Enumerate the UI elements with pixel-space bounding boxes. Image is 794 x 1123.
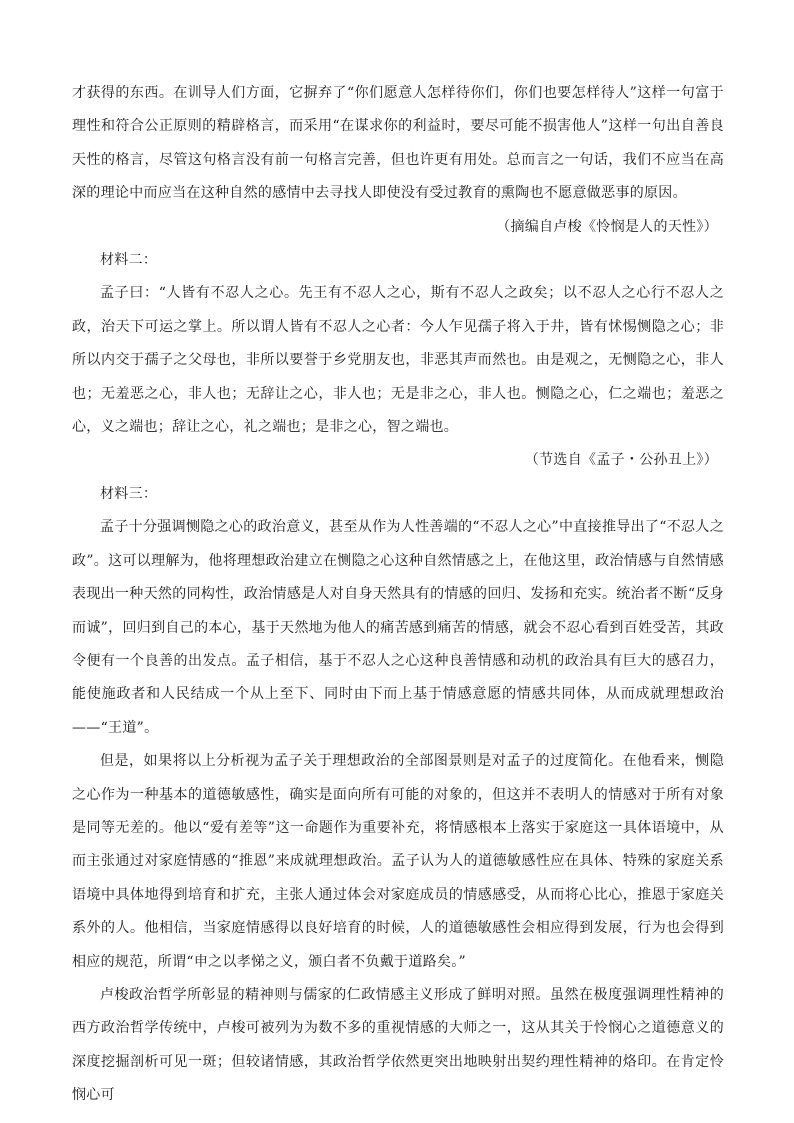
paragraph-intro-continued: 才获得的东西。在训导人们方面，它摒弃了“你们愿意人怎样待你们，你们也要怎样待人”这样一句富于理性和符合公正原则的精辟格言，而采用“在谋求你的利益时，要尽可能不损害他人”这样一句出自善良天性的格言，尽管这句格言没有前一句格言完善，但也许更有用处。总而言之一句话，我们不应当在高深的理论中而应当在这种自然的感情中去寻找人即使没有受过教育的熏陶也不愿意做恶事的原因。: [72, 85, 724, 202]
material-3-label: 材料三：: [100, 485, 158, 502]
material-2-text: 孟子曰：“人皆有不忍人之心。先王有不忍人之心，斯有不忍人之政矣；以不忍人之心行不忍人之政，治天下可运之掌上。所以谓人皆有不忍人之心者：今人乍见孺子将入于井，皆有怵惕恻隐之心；非所以内交于孺子之父母也，非所以要誉于乡党朋友也，非恶其声而然也。由是观之，无恻隐之心，非人也；无羞恶之心，非人也；无辞让之心，非人也；无是非之心，非人也。恻隐之心，仁之端也；羞恶之心，义之端也；辞让之心，礼之端也；是非之心，智之端也。: [72, 285, 724, 436]
material-3-paragraph-3: 卢梭政治哲学所彰显的精神则与儒家的仁政情感主义形成了鲜明对照。虽然在极度强调理性精神的西方政治哲学传统中，卢梭可被列为为数不多的重视情感的大师之一，这从其关于怜悯心之道德意义的深度挖掘剖析可见一斑；但较诸情感，其政治哲学依然更突出地映射出契约理性精神的烙印。在肯定怜悯心可: [72, 986, 724, 1104]
material-3-paragraph-2: 但是，如果将以上分析视为孟子关于理想政治的全部图景则是对孟子的过度简化。在他看来，恻隐之心作为一种基本的道德敏感性，确实是面向所有可能的对象的，但这并不表明人的情感对于所有对象是同等无差的。他以“爱有差等”这一命题作为重要补充，将情感根本上落实于家庭这一具体语境中，从而主张通过对家庭情感的“推恩”来成就理想政治。孟子认为人的道德敏感性应在具体、特殊的家庭关系语境中具体地得到培育和扩充，主张人通过体会对家庭成员的情感感受，从而将心比心，推恩于家庭关系外的人。他相信，当家庭情感得以良好培育的时候，人的道德敏感性会相应得到发展，行为也会得到相应的规范，所谓“申之以孝悌之义，颁白者不负戴于道路矣。”: [72, 753, 724, 970]
material-2-label: 材料二：: [100, 252, 158, 269]
source-citation-1: （摘编自卢梭《怜悯是人的天性》）: [496, 218, 718, 235]
source-citation-2: （节选自《孟子・公孙丑上》）: [524, 452, 718, 469]
material-3-paragraph-1: 孟子十分强调恻隐之心的政治意义，甚至从作为人性善端的“不忍人之心”中直接推导出了“不忍人之政”。这可以理解为，他将理想政治建立在恻隐之心这种自然情感之上，在他这里，政治情感与自然情感表现出一种天然的同构性，政治情感是人对自身天然具有的情感的回归、发扬和充实。统治者不断“反身而诚”，回归到自己的本心，基于天然地为他人的痛苦感到痛苦的情感，就会不忍心看到百姓受苦，其政令便有一个良善的出发点。孟子相信，基于不忍人之心这种良善情感和动机的政治具有巨大的感召力，能使施政者和人民结成一个从上至下、同时由下而上基于情感意愿的情感共同体，从而成就理想政治——“王道”。: [72, 519, 724, 736]
